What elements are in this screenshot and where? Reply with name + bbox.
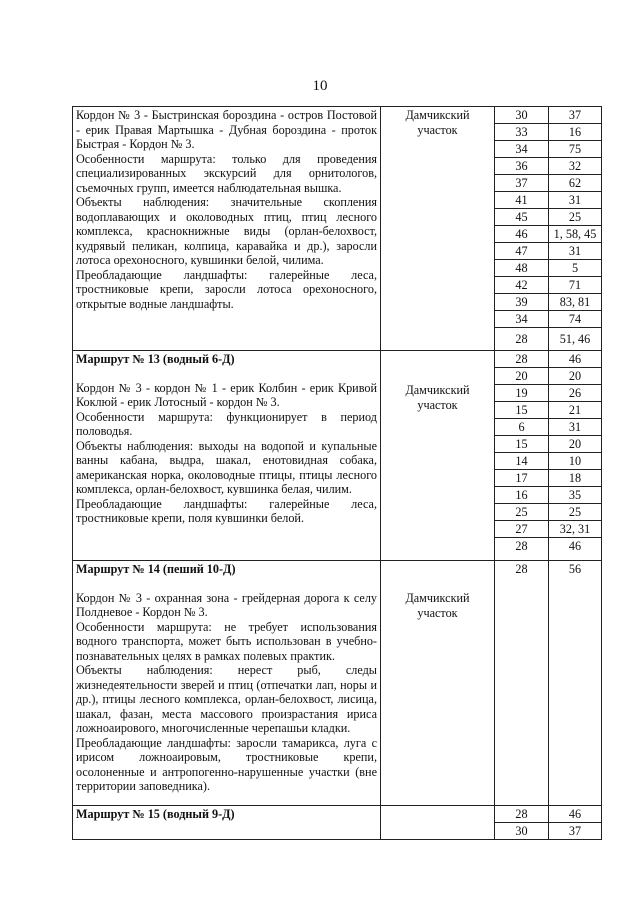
quarter-cell: 48 [495,260,549,277]
quarter-cell: 45 [495,209,549,226]
plot-cell: 46 [549,538,602,561]
plot-cell: 21 [549,402,602,419]
plot-cell: 51, 46 [549,328,602,351]
quarter-cell: 39 [495,294,549,311]
quarter-cell: 37 [495,175,549,192]
plot-cell: 37 [549,822,602,839]
quarter-cell: 28 [495,328,549,351]
quarter-cell: 25 [495,504,549,521]
plot-cell: 18 [549,470,602,487]
plot-cell: 37 [549,107,602,124]
plot-cell: 25 [549,504,602,521]
plot-cell: 56 [549,561,602,806]
plot-cell: 1, 58, 45 [549,226,602,243]
route-description [73,351,381,561]
area-type: участок [417,122,458,137]
area-cell [381,805,495,839]
plot-cell: 46 [549,351,602,368]
plot-cell: 25 [549,209,602,226]
plot-cell: 46 [549,805,602,822]
area-name: Дамчикский [405,108,470,122]
plot-cell: 31 [549,243,602,260]
plot-cell: 26 [549,385,602,402]
quarter-cell: 46 [495,226,549,243]
area-type: участок [417,397,458,412]
quarter-cell: 36 [495,158,549,175]
route-landscapes: Преобладающие ландшафты: галерейные леса, тростниковые крепи, поля кувшинки белой. [76,496,377,525]
quarter-cell: 33 [495,124,549,141]
route-landscapes: Преобладающие ландшафты: галерейные леса, тростниковые крепи, заросли лотоса орехоносного, открытые водные ландшафты. [76,267,377,311]
plot-cell: 83, 81 [549,294,602,311]
plot-cell: 20 [549,368,602,385]
quarter-cell: 28 [495,538,549,561]
quarter-cell: 15 [495,436,549,453]
area-cell [381,351,495,561]
plot-cell: 74 [549,311,602,328]
quarter-cell: 6 [495,419,549,436]
plot-cell: 5 [549,260,602,277]
area-type: участок [417,605,458,620]
quarter-cell: 28 [495,805,549,822]
quarter-cell: 28 [495,561,549,806]
plot-cell: 32, 31 [549,521,602,538]
route-landscapes: Преобладающие ландшафты: заросли тамарикса, луга с ирисом ложноаировым, тростниковые крепи, осолоненные и антропогенно-нарушенные участки (вне территории заповедника). [76,735,377,793]
plot-cell: 31 [549,192,602,209]
route-features: Особенности маршрута: только для проведения специализированных экскурсий для орнитологов, съемочных групп, имеется наблюдательная вышка. [76,151,377,195]
route-path: Кордон № 3 - охранная зона - грейдерная дорога к селу Полдневое - Кордон № 3. [76,590,377,619]
quarter-cell: 16 [495,487,549,504]
route-title: Маршрут № 15 (водный 9-Д) [76,806,235,821]
area-name: Дамчикский [405,383,470,397]
quarter-cell: 34 [495,311,549,328]
route-description [73,107,381,351]
plot-cell: 71 [549,277,602,294]
route-description [73,805,381,839]
route-objects: Объекты наблюдения: нерест рыб, следы жизнедеятельности зверей и птиц (отпечатки лап, норы и др.), птицы лесного комплекса, орлан-белохвост, лисица, шакал, фазан, места массового произрастания ириса ложноаирового, многочисленные черепашьи кладки. [76,663,377,735]
quarter-cell: 30 [495,822,549,839]
route-path: Кордон № 3 - Быстринская бороздина - остров Постовой - ерик Правая Мартышка - Дубная бороздина - проток Быстрая - Кордон № 3. [76,108,377,151]
quarter-cell: 20 [495,368,549,385]
quarter-cell: 28 [495,351,549,368]
route-description [73,561,381,806]
page-number: 10 [312,78,328,94]
plot-cell: 75 [549,141,602,158]
route-path: Кордон № 3 - кордон № 1 - ерик Колбин - ерик Кривой Коклюй - ерик Лотосный - кордон № 3. [76,380,377,409]
plot-cell: 10 [549,453,602,470]
area-cell [381,107,495,351]
route-title: Маршрут № 14 (пеший 10-Д) [76,562,236,576]
quarter-cell: 17 [495,470,549,487]
quarter-cell: 14 [495,453,549,470]
area-cell [381,561,495,806]
quarter-cell: 42 [495,277,549,294]
routes-table [72,106,602,840]
plot-cell: 32 [549,158,602,175]
plot-cell: 20 [549,436,602,453]
plot-cell: 35 [549,487,602,504]
quarter-cell: 27 [495,521,549,538]
route-features: Особенности маршрута: функционирует в период половодья. [76,409,377,438]
plot-cell: 62 [549,175,602,192]
area-name: Дамчикский [405,591,470,605]
route-objects: Объекты наблюдения: выходы на водопой и купальные ванны кабана, выдра, шакал, енотовидная собака, американская норка, околоводные птицы, птицы лесного комплекса, орлан-белохвост, кувшинка белая, чилим. [76,438,377,496]
quarter-cell: 34 [495,141,549,158]
quarter-cell: 30 [495,107,549,124]
route-objects: Объекты наблюдения: значительные скопления водоплавающих и околоводных птиц, птиц лесного комплекса, краснокнижные виды (орлан-белохвост, кудрявый пеликан, колпица, каравайка и др.), заросли лотоса орехоносного, кувшинки белой, чилима. [76,195,377,267]
plot-cell: 31 [549,419,602,436]
quarter-cell: 15 [495,402,549,419]
quarter-cell: 19 [495,385,549,402]
quarter-cell: 41 [495,192,549,209]
plot-cell: 16 [549,124,602,141]
route-features: Особенности маршрута: не требует использования водного транспорта, может быть использован в учебно-познавательных целях в рамках полевых практик. [76,619,377,663]
quarter-cell: 47 [495,243,549,260]
route-title: Маршрут № 13 (водный 6-Д) [76,352,235,366]
